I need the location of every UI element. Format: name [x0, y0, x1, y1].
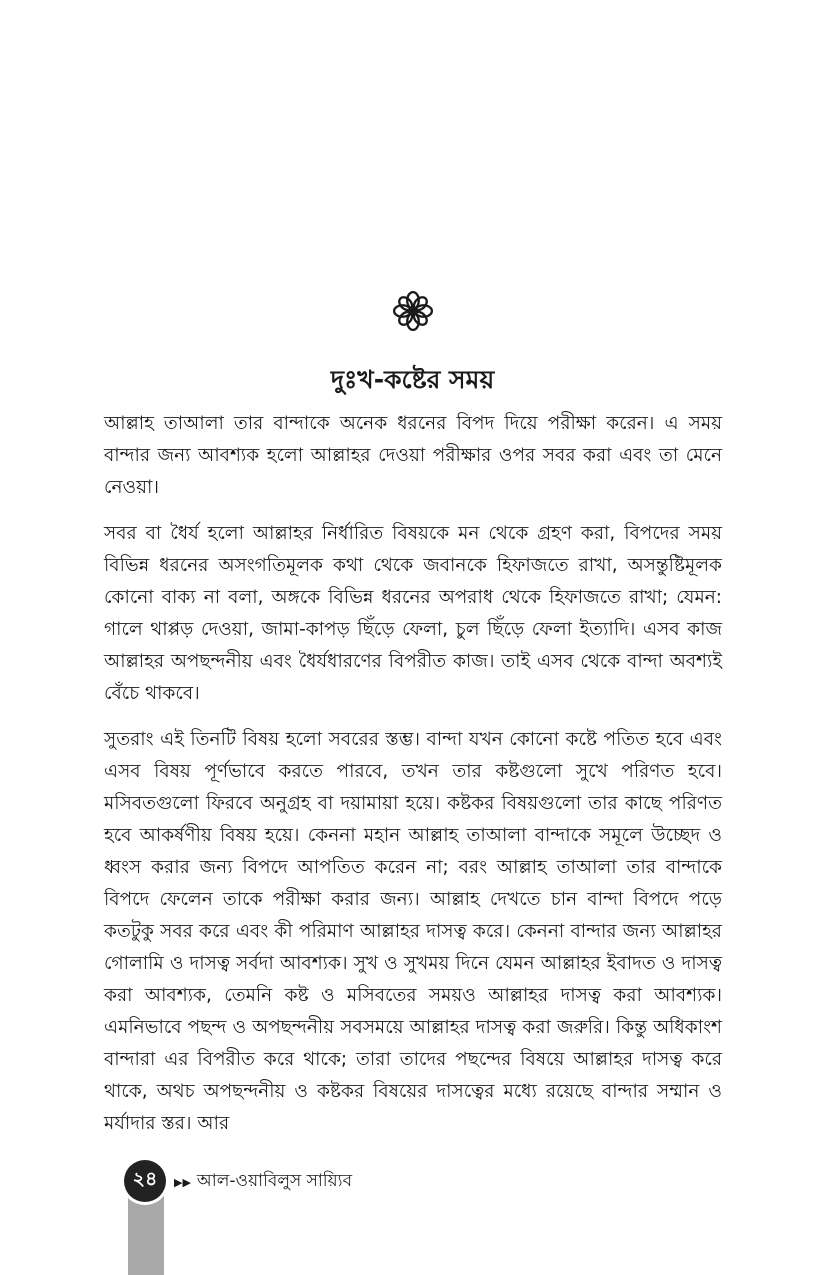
body-text [104, 408, 722, 1154]
paragraph: আল্লাহ তাআলা তার বান্দাকে অনেক ধরনের বিপদ দিয়ে পরীক্ষা করেন। এ সময় বান্দার জন্য আবশ্যক হলো আল্লাহর দেওয়া পরীক্ষার ওপর সবর করা এবং তা মেনে নেওয়া। [104, 413, 722, 498]
book-title: আল-ওয়াবিলুস সায়্যিব [196, 1171, 353, 1191]
page-number-badge: ২৪ [124, 1160, 166, 1202]
paragraph: সবর বা ধৈর্য হলো আল্লাহর নির্ধারিত বিষয়কে মন থেকে গ্রহণ করা, বিপদের সময় বিভিন্ন ধরনের অসংগতিমূলক কথা থেকে জবানকে হিফাজতে রাখা, অসন্তুষ্টিমূলক কোনো বাক্য না বলা, অঙ্গকে বিভিন্ন ধরনের অপরাধ থেকে হিফাজতে রাখা; যেমন: গালে থাপ্পড় দেওয়া, জামা-কাপড় ছিঁড়ে ফেলা, চুল ছিঁড়ে ফেলা ইত্যাদি। এসব কাজ আল্লাহর অপছন্দনীয় এবং ধৈর্যধারণের বিপরীত কাজ। তাই এসব থেকে বান্দা অবশ্যই বেঁচে থাকবে। [104, 523, 722, 704]
page-title: দুঃখ-কষ্টের সময় [330, 365, 495, 394]
paragraph: সুতরাং এই তিনটি বিষয় হলো সবরের স্তম্ভ। বান্দা যখন কোনো কষ্টে পতিত হবে এবং এসব বিষয় পূর্ণভাবে করতে পারবে, তখন তার কষ্টগুলো সুখে পরিণত হবে। মসিবতগুলো ফিরবে অনুগ্রহ বা দয়ামায়া হয়ে। কষ্টকর বিষয়গুলো তার কাছে পরিণত হবে আকর্ষণীয় বিষয় হয়ে। কেননা মহান আল্লাহ তাআলা বান্দাকে সমূলে উচ্ছেদ ও ধ্বংস করার জন্য বিপদে আপতিত করেন না; বরং আল্লাহ তাআলা তার বান্দাকে বিপদে ফেলেন তাকে পরীক্ষা করার জন্য। আল্লাহ দেখতে চান বান্দা বিপদে পড়ে কতটুকু সবর করে এবং কী পরিমাণ আল্লাহর দাসত্ব করে। কেননা বান্দার জন্য আল্লাহর গোলামি ও দাসত্ব সর্বদা আবশ্যক। সুখ ও সুখময় দিনে যেমন আল্লাহর ইবাদত ও দাসত্ব করা আবশ্যক, তেমনি কষ্ট ও মসিবতের সময়ও আল্লাহর দাসত্ব করা আবশ্যক। এমনিভাবে পছন্দ ও অপছন্দনীয় সবসময়ে আল্লাহর দাসত্ব করা জরুরি। কিন্তু অধিকাংশ বান্দারা এর বিপরীত করে থাকে; তারা তাদের পছন্দের বিষয়ে আল্লাহর দাসত্ব করে থাকে, অথচ অপছন্দনীয় ও কষ্টকর বিষয়ের দাসত্বের মধ্যে রয়েছে বান্দার সম্মান ও মর্যাদার স্তর। আর [104, 729, 722, 1134]
running-footer [174, 1168, 352, 1196]
double-chevron-right-icon: ▶▶ [174, 1175, 191, 1189]
flower-ornament-icon [0, 290, 825, 336]
